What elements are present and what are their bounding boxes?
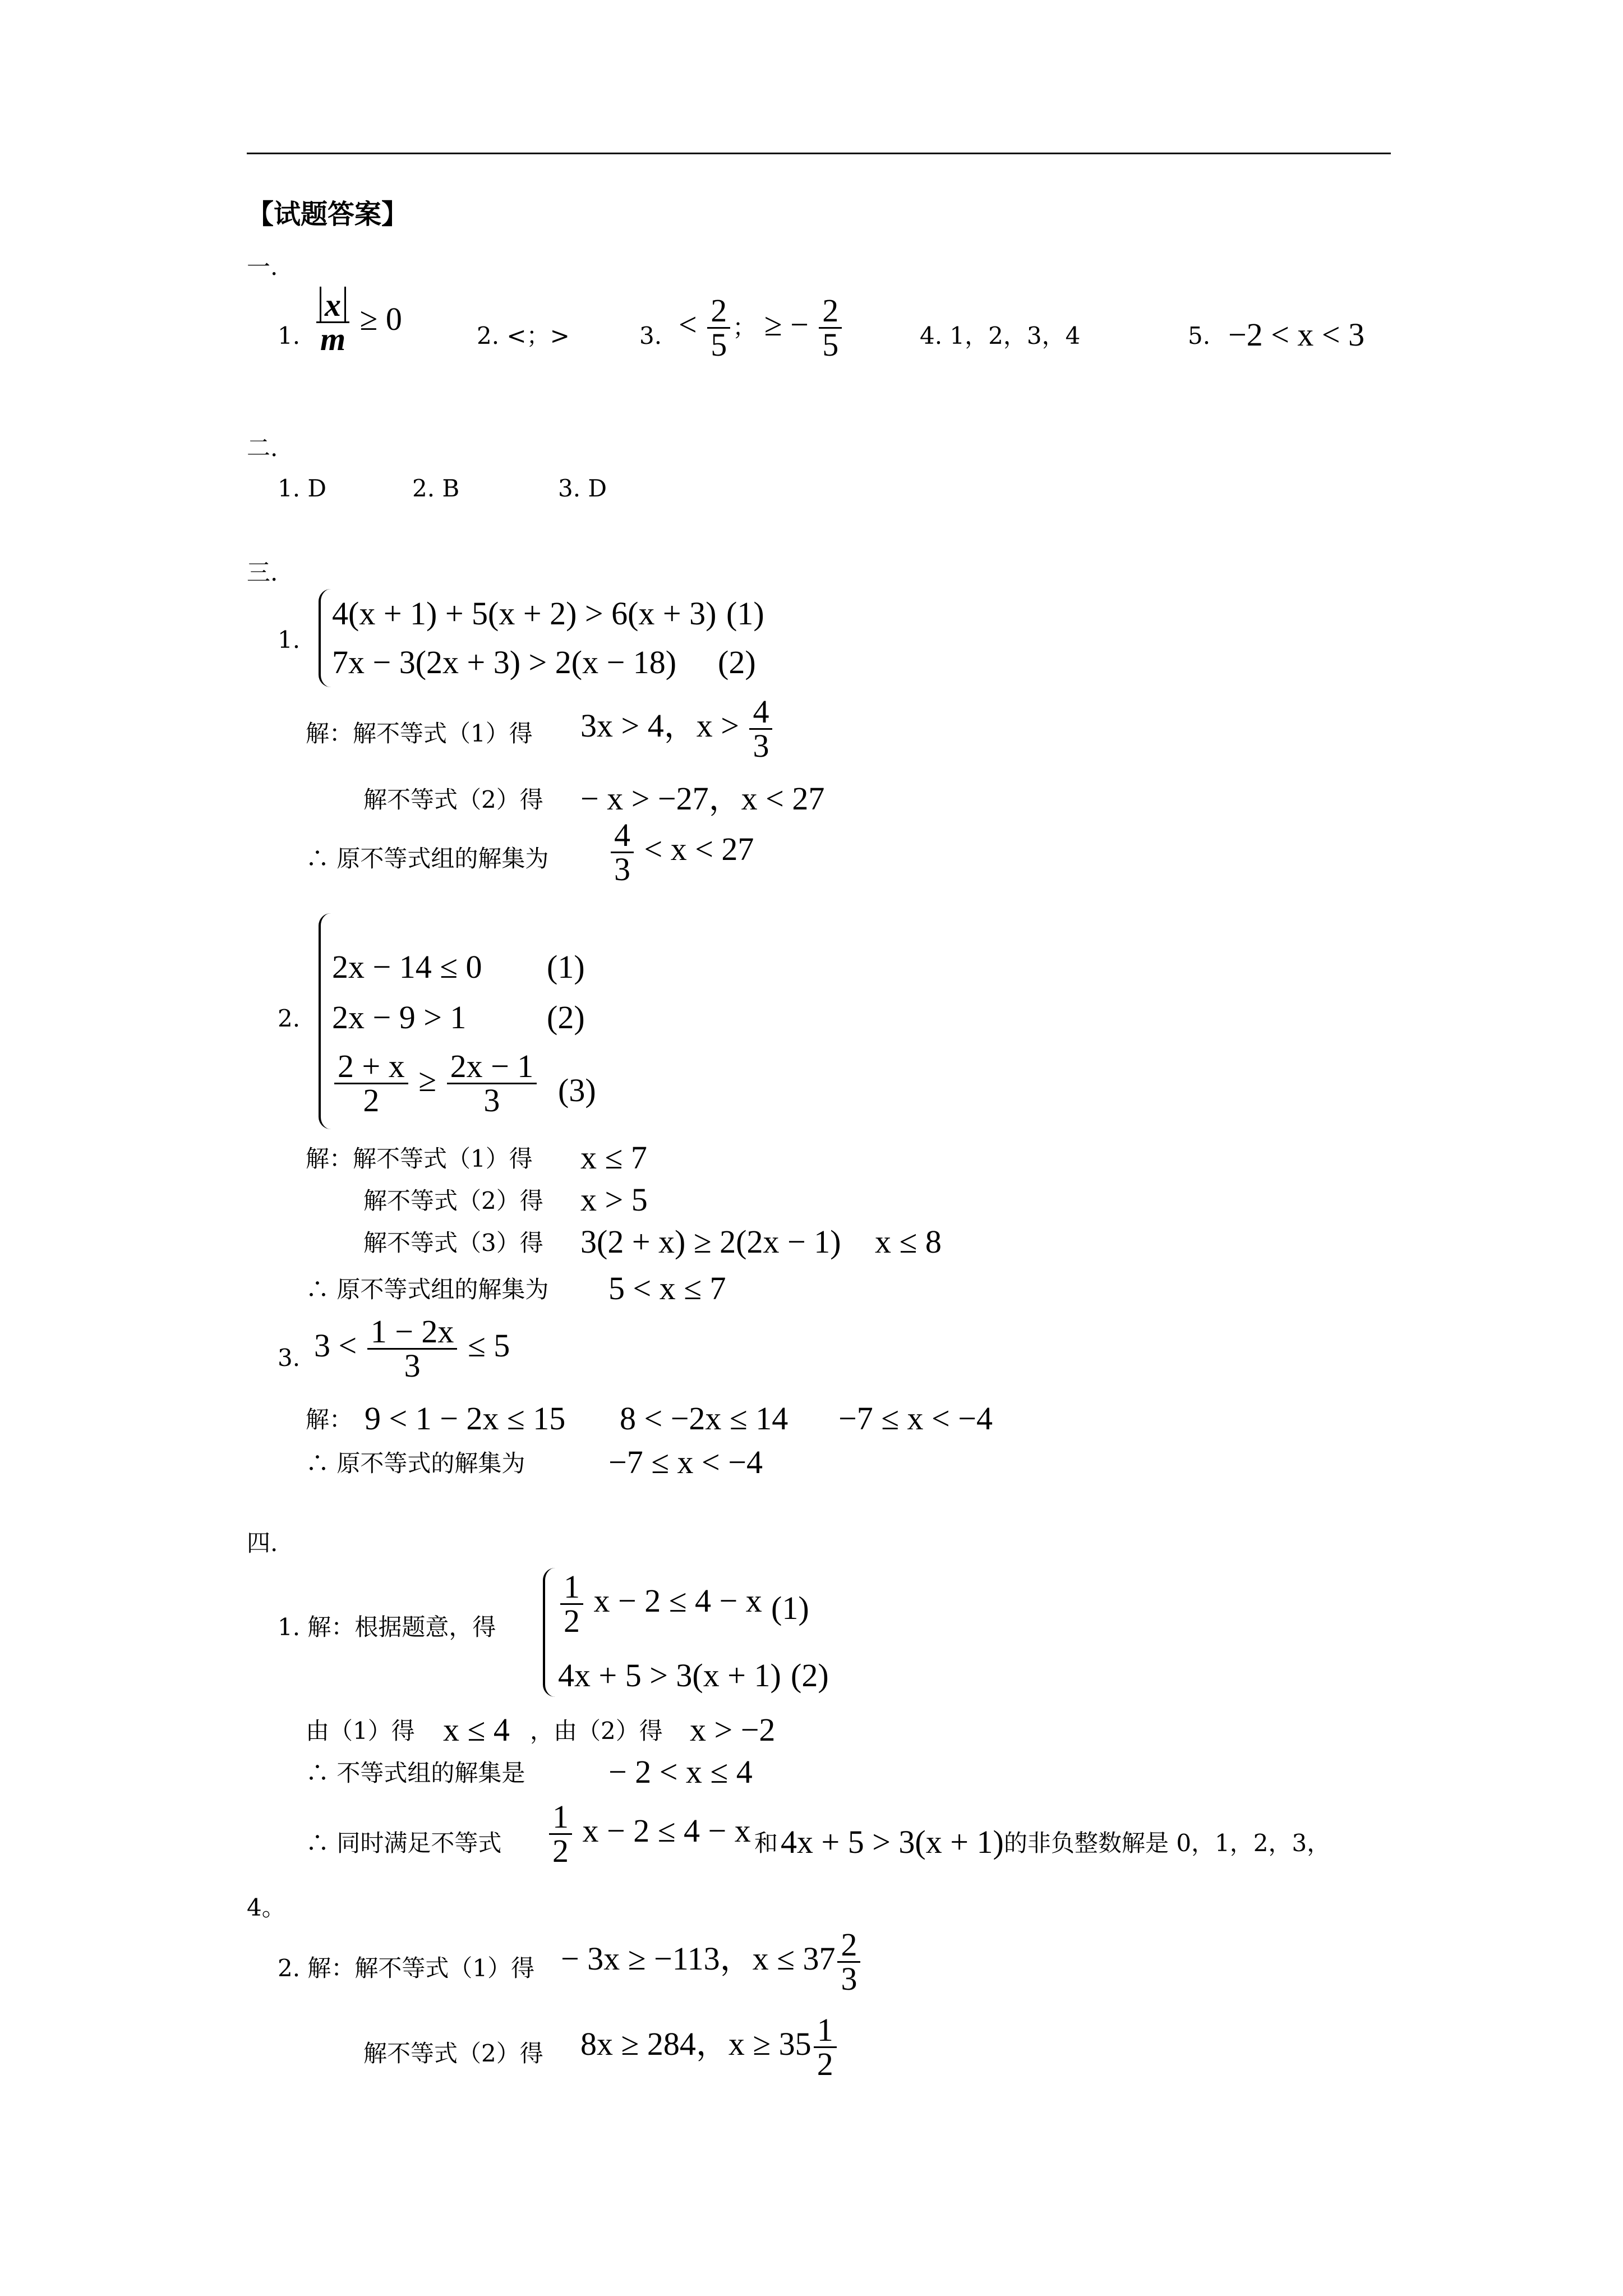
- p4-1-eq1: $\frac{1}{2}$ x − 2 ≤ 4 − x: [558, 1571, 762, 1637]
- p3-3-conclusion-prefix: ∴ 原不等式的解集为: [306, 1450, 525, 1477]
- p1-q1-label: 1.: [278, 322, 301, 349]
- p4-1-l2: − 2 < x ≤ 4: [608, 1754, 753, 1790]
- p3-2-conclusion-prefix: ∴ 原不等式组的解集为: [306, 1276, 549, 1303]
- p1-q5-answer: −2 < x < 3: [1228, 316, 1365, 353]
- p4-1-tag1: (1): [771, 1590, 809, 1626]
- p4-1-l1-a: 由（1）得: [306, 1717, 415, 1745]
- p4-1-l1-d: x > −2: [690, 1711, 776, 1748]
- p3-1-conclusion-prefix: ∴ 原不等式组的解集为: [306, 845, 549, 872]
- p3-1-sol1-prefix: 解：解不等式（1）得: [306, 720, 533, 747]
- p3-2-s2: x > 5: [580, 1181, 648, 1218]
- p4-1-eq2: 4x + 5 > 3(x + 1): [558, 1657, 781, 1694]
- p4-1-l2-prefix: ∴ 不等式组的解集是: [306, 1759, 525, 1787]
- p4-2-label: 2. 解：解不等式（1）得: [278, 1954, 535, 1982]
- p3-1-brace: [319, 589, 331, 687]
- p3-1-sol1: 3x > 4，x > $\frac{4}{3}$: [580, 696, 774, 762]
- p4-1-l1-b: x ≤ 4: [443, 1711, 510, 1748]
- p4-2-s2-prefix: 解不等式（2）得: [363, 2040, 543, 2067]
- section-heading-4: 四.: [247, 1529, 278, 1557]
- p3-3-conclusion: −7 ≤ x < −4: [608, 1444, 763, 1480]
- p1-q3-answer: < $\frac{2}{5}$ ； ≥ − $\frac{2}{5}$: [679, 295, 844, 361]
- p3-3-label: 3.: [278, 1344, 301, 1372]
- p3-1-conclusion: $\frac{4}{3}$ < x < 27: [608, 819, 754, 886]
- p3-2-s2-prefix: 解不等式（2）得: [363, 1187, 543, 1214]
- p1-q3-label: 3.: [639, 322, 662, 349]
- section-heading-1: 一.: [247, 253, 278, 280]
- p3-2-s3: 3(2 + x) ≥ 2(2x − 1): [580, 1223, 841, 1260]
- p4-1-l3-b: 4x + 5 > 3(x + 1): [781, 1824, 1004, 1860]
- p3-1-eq1: 4(x + 1) + 5(x + 2) > 6(x + 3): [332, 595, 717, 632]
- p3-1-label: 1.: [278, 626, 301, 654]
- section-heading-2: 二.: [247, 434, 278, 462]
- p3-3-expression: 3 < $\frac{1 - 2x}{3}$ ≤ 5: [314, 1313, 510, 1384]
- p3-2-s1: x ≤ 7: [580, 1139, 647, 1176]
- p4-1-l4: 4。: [247, 1894, 285, 1921]
- p1-q1-answer: $\frac{x}{m}$ ≥ 0: [314, 289, 402, 356]
- p3-3-sol-prefix: 解：: [306, 1406, 353, 1433]
- page-title: 【试题答案】: [247, 199, 409, 230]
- p4-1-l3-prefix: ∴ 同时满足不等式: [306, 1829, 502, 1857]
- p1-q4-answer: 4. 1，2，3，4: [920, 322, 1081, 349]
- p3-2-eq2-tag: (2): [547, 999, 585, 1036]
- p3-3-sol-a: 9 < 1 − 2x ≤ 15: [365, 1400, 566, 1437]
- p4-2-s1: − 3x ≥ −113，x ≤ 37 $\frac{2}{3}$: [561, 1929, 863, 1995]
- p3-3-sol-c: −7 ≤ x < −4: [838, 1400, 993, 1437]
- p4-1-label: 1. 解：根据题意，得: [278, 1613, 496, 1641]
- p3-2-label: 2.: [278, 1005, 301, 1032]
- p1-q2-answer: 2. <；>: [477, 322, 570, 349]
- p2-answer-1: 1. D: [278, 475, 327, 502]
- header-rule: [247, 153, 1391, 154]
- p3-3-sol-b: 8 < −2x ≤ 14: [620, 1400, 789, 1437]
- p4-1-l3-math: $\frac{1}{2}$ x − 2 ≤ 4 − x: [547, 1801, 751, 1867]
- p4-1-l3-tail: 的非负整数解是 0，1，2，3，: [1004, 1829, 1331, 1857]
- p3-2-eq3: $\frac{2 + x}{2}$ ≥ $\frac{2x - 1}{3}$: [332, 1050, 539, 1117]
- p3-1-sol2: − x > −27，x < 27: [580, 780, 825, 817]
- p4-1-l3-and: 和: [754, 1829, 778, 1857]
- p4-1-brace: [543, 1568, 555, 1697]
- p3-1-sol2-prefix: 解不等式（2）得: [363, 786, 543, 813]
- p4-1-l1-c: ，由（2）得: [530, 1717, 663, 1745]
- p3-2-conclusion: 5 < x ≤ 7: [608, 1270, 726, 1306]
- p3-2-s1-prefix: 解：解不等式（1）得: [306, 1145, 533, 1172]
- p3-2-eq2: 2x − 9 > 1: [332, 999, 467, 1036]
- p3-2-eq1: 2x − 14 ≤ 0: [332, 949, 482, 985]
- p2-answer-3: 3. D: [558, 475, 607, 502]
- p4-2-s2: 8x ≥ 284，x ≥ 35 $\frac{1}{2}$: [580, 2014, 839, 2081]
- p3-1-tag2: (2): [718, 644, 756, 680]
- p1-q5-label: 5.: [1188, 322, 1211, 349]
- p4-1-tag2: (2): [791, 1657, 829, 1694]
- p3-2-tag3: (3): [558, 1072, 596, 1108]
- p3-2-s3-result: x ≤ 8: [875, 1223, 942, 1260]
- p3-1-tag1: (1): [726, 595, 764, 632]
- p3-2-s3-prefix: 解不等式（3）得: [363, 1229, 543, 1257]
- section-heading-3: 三.: [247, 559, 278, 586]
- p3-2-brace: [319, 913, 331, 1129]
- p3-1-eq2: 7x − 3(2x + 3) > 2(x − 18): [332, 644, 677, 680]
- p3-2-tag1: (1): [547, 949, 585, 985]
- p2-answer-2: 2. B: [412, 475, 460, 502]
